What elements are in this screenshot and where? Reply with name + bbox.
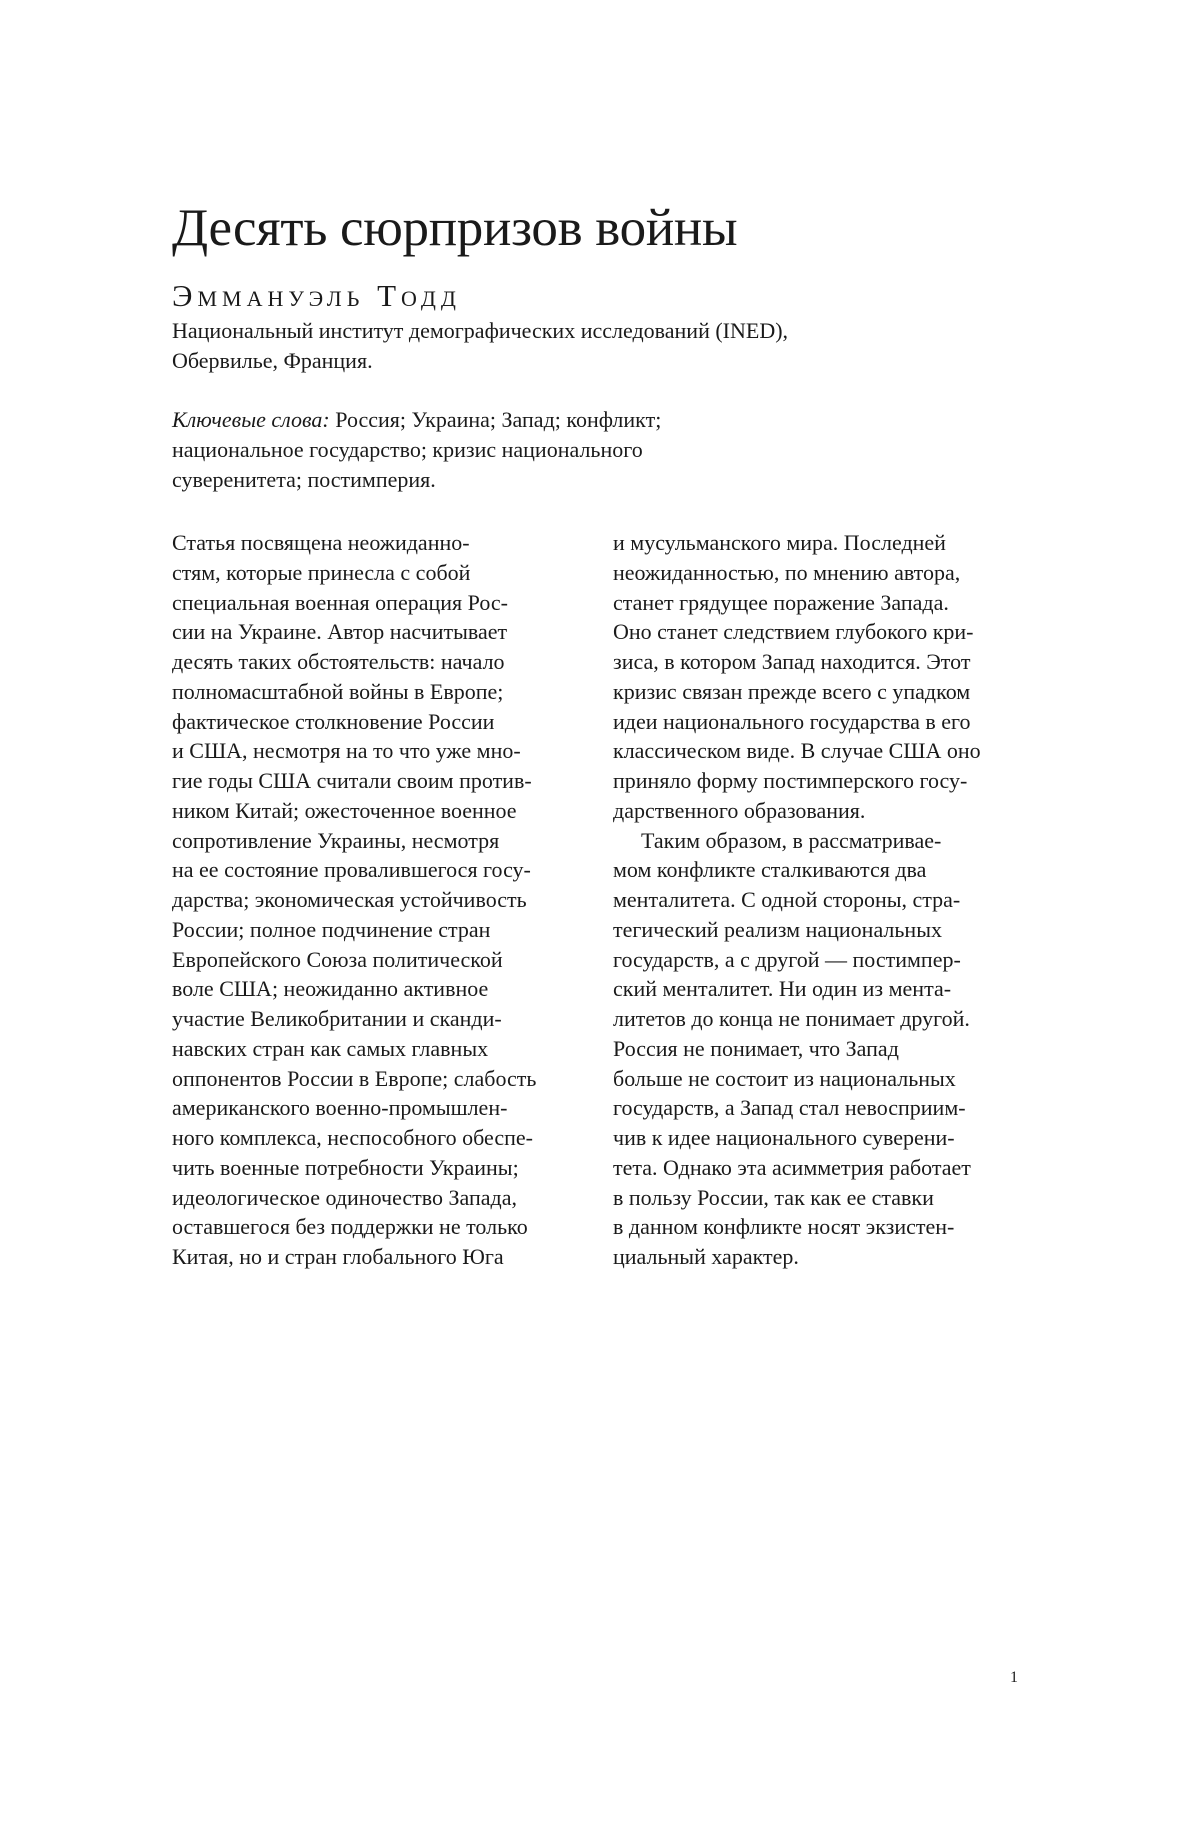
abstract-line: чив к идее национального суверени- — [613, 1125, 955, 1150]
abstract-line: Статья посвящена неожиданно- — [172, 530, 470, 555]
abstract-line: чить военные потребности Украины; — [172, 1154, 519, 1180]
abstract-line: ником Китай; ожесточенное военное — [172, 797, 517, 823]
abstract-line: литетов до конца не понимает другой. — [613, 1006, 970, 1031]
abstract-line: фактическое столкновение России — [172, 708, 495, 734]
abstract-line: стям, которые принесла с собой — [172, 559, 471, 585]
keywords-line — [172, 405, 932, 435]
abstract-line: Европейского Союза политической — [172, 946, 503, 972]
abstract-line: классическом виде. В случае США оно — [613, 738, 981, 764]
abstract-line: воле США; неожиданно активное — [172, 976, 489, 1002]
abstract-line: тегический реализм национальных — [613, 916, 942, 942]
abstract-line: кризис связан прежде всего с упадком — [613, 678, 971, 704]
abstract-line: идеологическое одиночество Запада, — [172, 1184, 517, 1210]
author-affiliation — [172, 316, 932, 376]
abstract-line: в данном конфликте носят экзистен- — [613, 1214, 955, 1240]
abstract-line: и мусульманского мира. Последней — [613, 530, 946, 555]
abstract-line: Оно станет следствием глубокого кри- — [613, 619, 974, 645]
abstract-line: оппонентов России в Европе; слабость — [172, 1065, 537, 1091]
abstract-line: навских стран как самых главных — [172, 1035, 489, 1061]
abstract-line: американского военно-промышлен- — [172, 1095, 508, 1121]
abstract-line: Китая, но и стран глобального Юга — [172, 1244, 504, 1269]
abstract-line: оставшегося без поддержки не только — [172, 1214, 528, 1240]
article-title: Десять сюрпризов войны — [172, 199, 738, 257]
abstract-line: идеи национального государства в его — [613, 708, 971, 734]
abstract-line: циальный характер. — [613, 1244, 799, 1269]
abstract-line: ного комплекса, неспособного обеспе- — [172, 1125, 534, 1150]
abstract-line: дарственного образования. — [613, 797, 866, 823]
abstract-line: государств, а с другой — постимпер- — [613, 946, 961, 972]
abstract-line: в пользу России, так как ее ставки — [613, 1184, 934, 1210]
abstract-line: менталитета. С одной стороны, стра- — [613, 887, 961, 912]
abstract-line: России; полное подчинение стран — [172, 916, 491, 942]
abstract-line: полномасштабной войны в Европе; — [172, 678, 504, 704]
keywords-block — [172, 405, 932, 495]
abstract-line: станет грядущее поражение Запада. — [613, 589, 949, 615]
affiliation-line: Обервилье, Франция. — [172, 348, 373, 373]
abstract-line: и США, несмотря на то что уже мно- — [172, 738, 521, 764]
abstract-line: неожиданностью, по мнению автора, — [613, 559, 961, 585]
author-name: Эммануэль Тодд — [172, 278, 461, 313]
abstract-line: специальная военная операция Рос- — [172, 589, 508, 615]
abstract-line: участие Великобритании и сканди- — [172, 1006, 502, 1031]
keywords-label: Ключевые слова: — [172, 407, 330, 432]
abstract-line: Россия не понимает, что Запад — [613, 1035, 899, 1061]
abstract-line: десять таких обстоятельств: начало — [172, 649, 505, 674]
keywords-text: Россия; Украина; Запад; конфликт; — [329, 407, 662, 432]
abstract-line: Таким образом, в рассматривае- — [641, 827, 942, 853]
abstract-line: тета. Однако эта асимметрия работает — [613, 1154, 971, 1180]
abstract-left-column — [172, 528, 592, 1272]
abstract-line: зиса, в котором Запад находится. Этот — [613, 649, 971, 674]
abstract-line: ский менталитет. Ни один из мента- — [613, 976, 952, 1002]
abstract-line: больше не состоит из национальных — [613, 1065, 956, 1091]
abstract-line: гие годы США считали своим против- — [172, 768, 532, 793]
abstract-line: на ее состояние провалившегося госу- — [172, 857, 531, 883]
abstract-right-column — [613, 528, 1033, 1272]
abstract-line: мом конфликте сталкиваются два — [613, 857, 927, 883]
page-number: 1 — [1010, 1669, 1018, 1686]
keywords-line: суверенитета; постимперия. — [172, 467, 436, 492]
abstract-line: государств, а Запад стал невосприим- — [613, 1095, 966, 1121]
abstract-line: сопротивление Украины, несмотря — [172, 827, 500, 853]
abstract-line: сии на Украине. Автор насчитывает — [172, 619, 508, 645]
affiliation-line: Национальный институт демографических исследований (INED), — [172, 318, 789, 343]
abstract-line: приняло форму постимперского госу- — [613, 768, 968, 793]
keywords-line: национальное государство; кризис национального — [172, 437, 643, 462]
abstract-line: дарства; экономическая устойчивость — [172, 887, 527, 912]
